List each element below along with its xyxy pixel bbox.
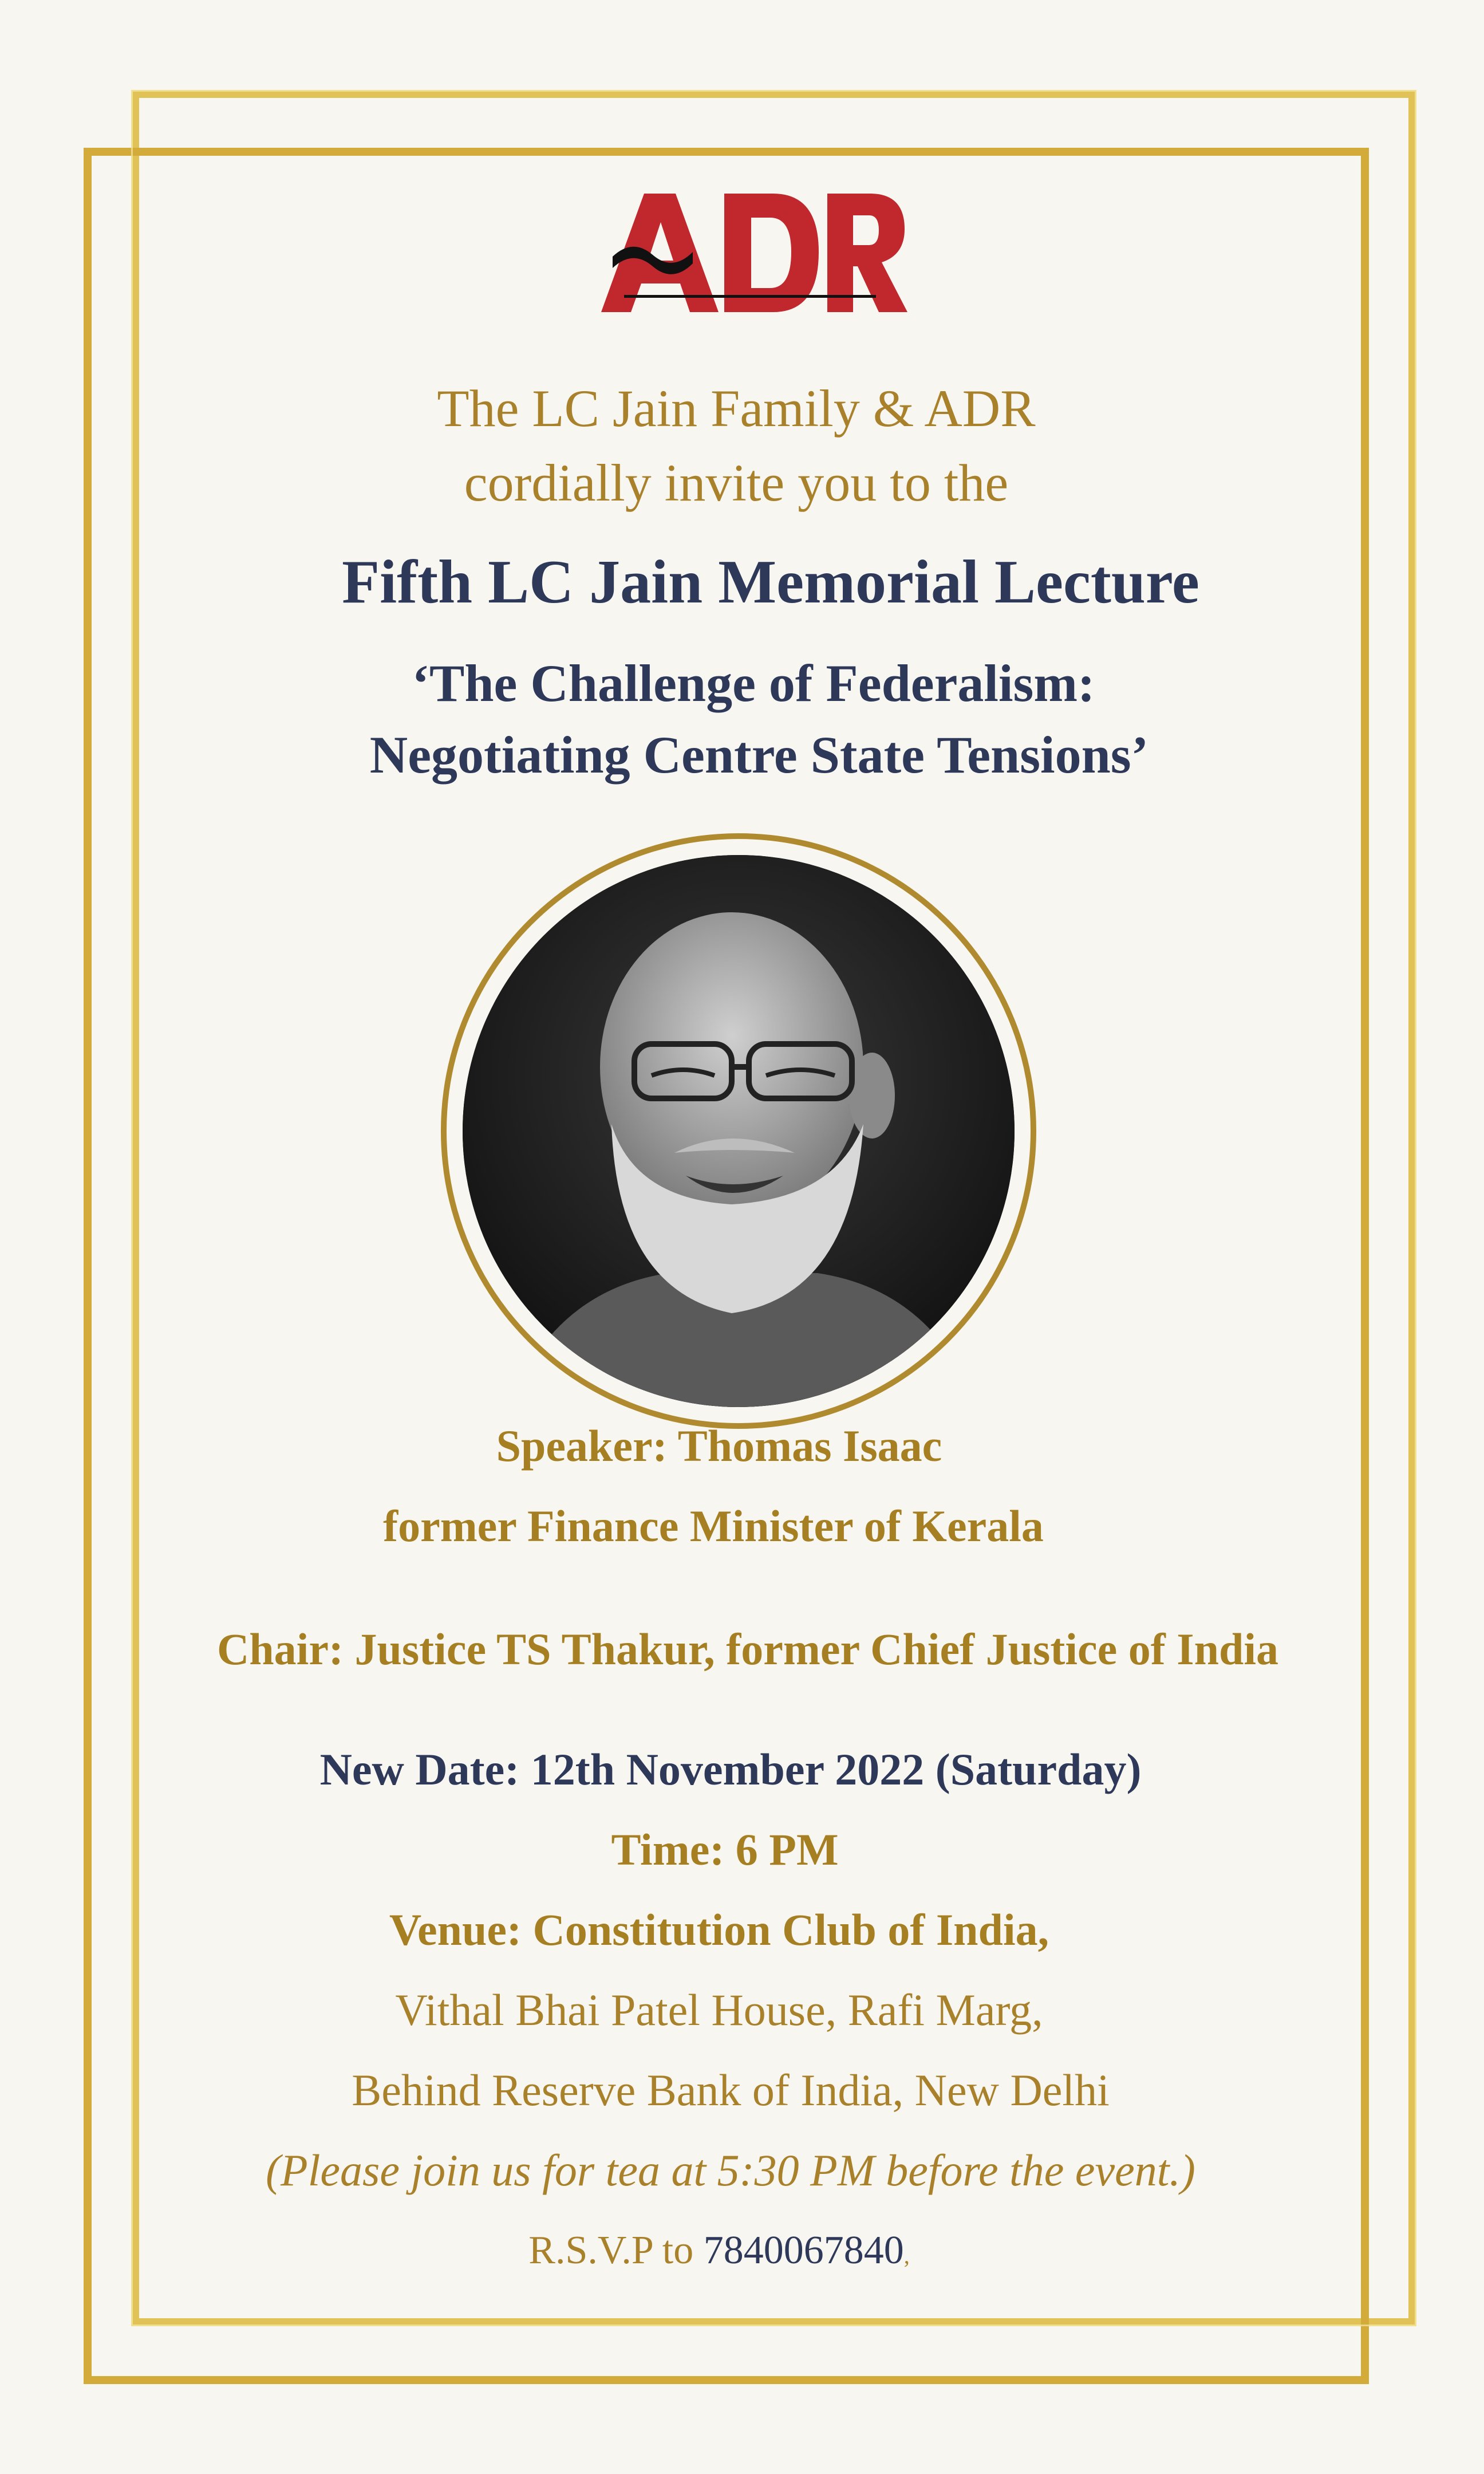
adr-logo-graphic xyxy=(590,183,910,321)
speaker-role: former Finance Minister of Kerala xyxy=(383,1501,1044,1551)
chair-line: Chair: Justice TS Thakur, former Chief Justice of India xyxy=(216,1624,1279,1674)
rsvp-phone-number[interactable]: 7840067840 xyxy=(703,2228,904,2272)
rsvp-line xyxy=(469,2228,969,2274)
rsvp-suffix: , xyxy=(903,2243,910,2268)
rsvp-label: R.S.V.P to xyxy=(528,2228,704,2272)
event-venue: Venue: Constitution Club of India, xyxy=(389,1905,1049,1955)
event-subtitle-line-1: ‘The Challenge of Federalism: xyxy=(412,654,1095,712)
portrait-illustration xyxy=(463,855,1015,1407)
tea-note: (Please join us for tea at 5:30 PM before the event.) xyxy=(266,2145,1195,2195)
speaker-portrait xyxy=(463,855,1015,1407)
venue-address-line-1: Vithal Bhai Patel House, Rafi Marg, xyxy=(395,1985,1043,2035)
event-date: New Date: 12th November 2022 (Saturday) xyxy=(319,1744,1142,1794)
invitation-line-2: cordially invite you to the xyxy=(464,454,1009,512)
speaker-name: Speaker: Thomas Isaac xyxy=(496,1421,942,1471)
invitation-line-1: The LC Jain Family & ADR xyxy=(437,379,1036,438)
event-subtitle-line-2: Negotiating Centre State Tensions’ xyxy=(369,726,1149,784)
event-time: Time: 6 PM xyxy=(611,1825,839,1874)
adr-logo xyxy=(590,183,910,321)
event-title: Fifth LC Jain Memorial Lecture xyxy=(342,548,1199,616)
venue-address-line-2: Behind Reserve Bank of India, New Delhi xyxy=(352,2065,1110,2115)
